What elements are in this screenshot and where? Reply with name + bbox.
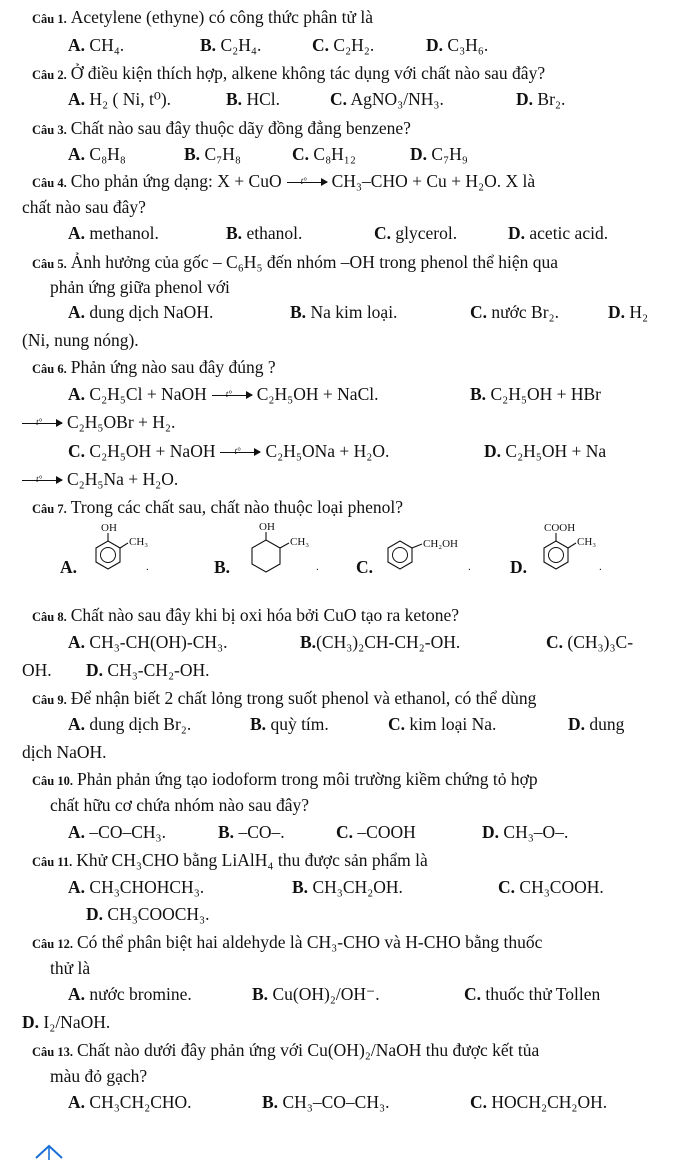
q7-c-dot: . [468,561,471,573]
q9-option-b: B. quỳ tím. [250,714,329,734]
q8-option-c-cont: OH. [22,660,52,680]
q8-option-d: D. CH₃-CH₂-OH. [86,660,210,680]
q6-option-b-cont: t° C₂H₅OBr + H₂. [22,411,175,433]
q4-option-a: A. methanol. [68,223,159,243]
q7-b-oh-label: OH [259,521,275,533]
q7-c-benzyl-alcohol-structure [372,520,482,590]
q11-option-c: C. CH₃COOH. [498,877,604,897]
q7-a-dot: . [146,561,149,573]
q2-option-a: A. H₂ ( Ni, t⁰). [68,89,172,109]
q3-option-b: B. C₇H₈ [184,144,241,164]
q7-a-oh-label: OH [101,522,117,534]
q6-option-d: D. C₂H₅OH + Na [484,441,607,461]
question-5-cont: phản ứng giữa phenol với [50,277,230,297]
question-8: Câu 8. Chất nào sau đây khi bị oxi hóa bởi CuO tạo ra ketone? [32,605,460,625]
question-5: Câu 5. Ảnh hưởng của gốc – C₆H₅ đến nhóm –OH trong phenol thể hiện qua [32,252,559,272]
q7-a-o-cresol-structure [76,520,166,590]
q8-option-c: C. (CH₃)₃C- [546,632,634,652]
q13-option-b: B. CH₃–CO–CH₃. [262,1092,390,1112]
q5-option-c: C. nước Br₂. [470,302,559,322]
question-7: Câu 7. Trong các chất sau, chất nào thuộc loại phenol? [32,497,403,517]
reaction-arrow: t° [220,452,260,453]
scroll-up-icon[interactable] [32,1140,66,1160]
q2-option-d: D. Br₂. [516,89,566,109]
q12-option-a: A. nước bromine. [68,984,192,1004]
question-5-option-d-cont: (Ni, nung nóng). [22,330,139,350]
q7-b-dot: . [316,561,319,573]
q7-d-ch3-label: CH₃ [577,536,597,548]
reaction-arrow: t° [22,480,62,481]
q1-option-b: B. C₂H₄. [200,35,262,55]
question-10: Câu 10. Phản phản ứng tạo iodoform trong môi trường kiềm chứng tỏ hợp [32,769,538,789]
q4-option-c: C. glycerol. [374,223,458,243]
q10-option-c: C. –COOH [336,822,416,842]
question-6: Câu 6. Phản ứng nào sau đây đúng ? [32,357,276,377]
q9-option-a: A. dung dịch Br₂. [68,714,192,734]
question-2: Câu 2. Ở điều kiện thích hợp, alkene không tác dụng với chất nào sau đây? [32,63,546,83]
q7-b-cyclohexanol-structure [228,520,328,590]
question-13: Câu 13. Chất nào dưới đây phản ứng với Cu(OH)₂/NaOH thu được kết tủa [32,1040,540,1060]
question-4-cont: chất nào sau đây? [22,197,146,217]
q3-option-a: A. C₈H₈ [68,144,126,164]
q13-option-c: C. HOCH₂CH₂OH. [470,1092,608,1112]
q6-option-b: B. C₂H₅OH + HBr [470,384,601,404]
question-10-cont: chất hữu cơ chứa nhóm nào sau đây? [50,795,310,815]
q2-option-c: C. AgNO₃/NH₃. [330,89,444,109]
q8-option-a: A. CH₃-CH(OH)-CH₃. [68,632,228,652]
q3-option-c: C. C₈H₁₂ [292,144,357,164]
reaction-arrow: t° [287,182,327,183]
q7-option-c-label: C. [356,557,374,577]
q8-option-b: B.(CH₃)₂CH-CH₂-OH. [300,632,461,652]
reaction-arrow: t° [22,423,62,424]
q11-option-a: A. CH₃CHOHCH₃. [68,877,205,897]
q7-d-toluic-acid-structure [524,520,634,590]
q12-option-b: B. Cu(OH)₂/OH⁻. [252,984,380,1004]
q11-option-d: D. CH₃COOCH₃. [86,904,210,924]
question-1: Câu 1. Acetylene (ethyne) có công thức phân tử là [32,7,373,27]
q7-option-b-label: B. [214,557,231,577]
q4-option-b: B. ethanol. [226,223,303,243]
q10-option-b: B. –CO–. [218,822,285,842]
q7-d-cooh-label: COOH [544,522,576,534]
reaction-arrow: t° [212,395,252,396]
q12-option-c: C. thuốc thử Tollen [464,984,601,1004]
q1-option-a: A. CH₄. [68,35,125,55]
q9-option-d-cont: dịch NaOH. [22,742,107,762]
q10-option-d: D. CH₃–O–. [482,822,569,842]
q13-option-a: A. CH₃CH₂CHO. [68,1092,192,1112]
q9-option-d: D. dung [568,714,625,734]
q7-d-dot: . [599,561,602,573]
q6-option-d-cont: t° C₂H₅Na + H₂O. [22,468,178,490]
q5-option-d: D. H₂ [608,302,649,322]
q5-option-b: B. Na kim loại. [290,302,398,322]
q7-option-a-label: A. [60,557,78,577]
q9-option-c: C. kim loại Na. [388,714,497,734]
q6-option-a: A. C₂H₅Cl + NaOH t° C₂H₅OH + NaCl. [68,384,379,404]
q12-option-d: D. I₂/NaOH. [22,1012,111,1032]
q4-option-d: D. acetic acid. [508,223,609,243]
q2-option-b: B. HCl. [226,89,280,109]
q1-option-d: D. C₃H₆. [426,35,489,55]
q1-option-c: C. C₂H₂. [312,35,375,55]
question-12-cont: thử là [50,958,91,978]
question-9: Câu 9. Để nhận biết 2 chất lỏng trong suốt phenol và ethanol, có thể dùng [32,688,537,708]
q11-option-b: B. CH₃CH₂OH. [292,877,403,897]
q7-c-ch2oh-label: CH₂OH [423,538,459,550]
question-4: Câu 4. Cho phản ứng dạng: X + CuO t° CH₃–CHO + Cu + H₂O. X là [32,171,536,191]
q7-option-d-label: D. [510,557,528,577]
q3-option-d: D. C₇H₉ [410,144,468,164]
question-3: Câu 3. Chất nào sau đây thuộc dãy đồng đẳng benzene? [32,118,411,138]
question-12: Câu 12. Có thể phân biệt hai aldehyde là CH₃-CHO và H-CHO bằng thuốc [32,932,543,952]
q10-option-a: A. –CO–CH₃. [68,822,166,842]
q7-b-ch3-label: CH₃ [290,536,310,548]
question-13-cont: màu đỏ gạch? [50,1066,148,1086]
q7-a-ch3-label: CH₃ [129,536,149,548]
question-11: Câu 11. Khử CH₃CHO bằng LiAlH₄ thu được sản phẩm là [32,850,428,870]
q5-option-a: A. dung dịch NaOH. [68,302,214,322]
q6-option-c: C. C₂H₅OH + NaOH t° C₂H₅ONa + H₂O. [68,441,390,461]
